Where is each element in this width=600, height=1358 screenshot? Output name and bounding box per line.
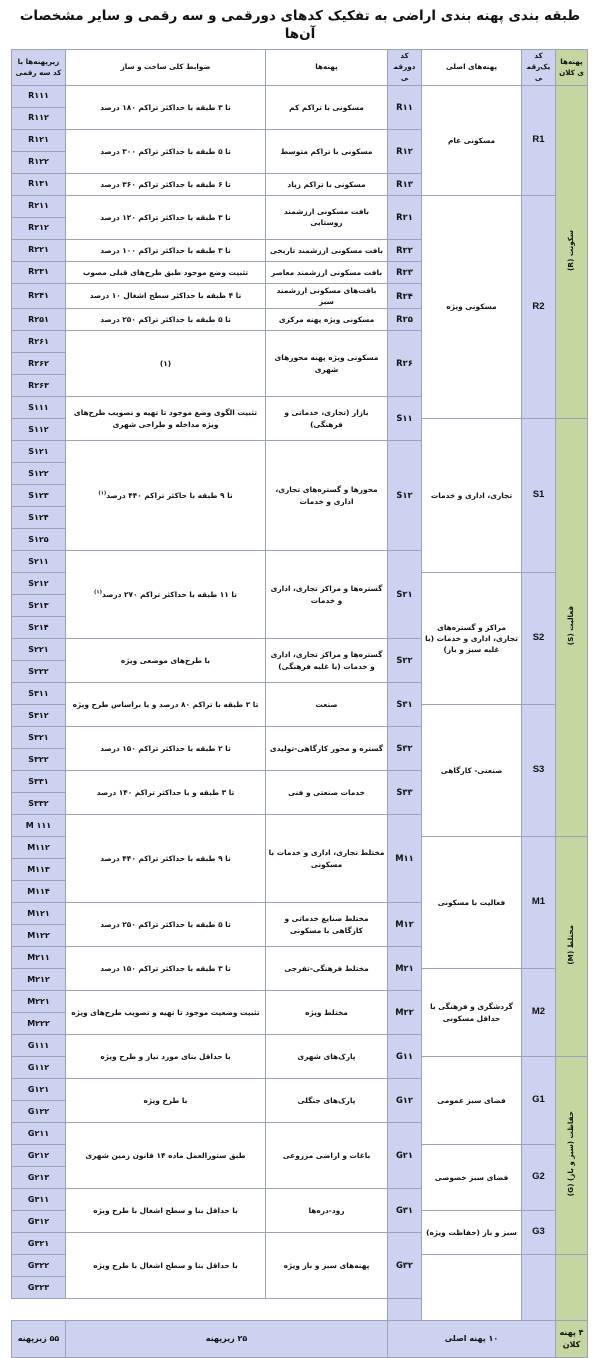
code1-cell: G1 (522, 1057, 556, 1145)
code2-cell: G۳۲ (388, 1233, 422, 1299)
column-header-main: پهنه‌های اصلی (422, 50, 522, 85)
rules-cell: تا ۹ طبقه با حاکثر تراکم ۴۴۰ درصد$^{(۱)}$ (66, 441, 266, 551)
main-zone-cell (422, 1255, 522, 1321)
rules-cell: تثبیت الگوی وضع موجود تا تهیه و تصویب طرح‌های ویژه مداخله و طراحی شهری (66, 397, 266, 441)
code2-cell: R۲۱ (388, 195, 422, 239)
rules-cell: تا ۵ طبقه با حداکثر تراکم ۳۰۰ درصد (66, 129, 266, 173)
subzone-code-cell: G۲۱۱ (12, 1123, 66, 1145)
code2-cell: R۲۴ (388, 283, 422, 308)
rules-cell: با حداقل بنای مورد نیاز و طرح ویژه (66, 1035, 266, 1079)
code2-cell: R۲۳ (388, 261, 422, 283)
zone-cell: بافت مسکونی ارزشمند تاریخی (266, 239, 388, 261)
subzone-code-cell: R۱۱۲ (12, 107, 66, 129)
rules-cell: طبق ستورالعمل ماده ۱۴ قانون زمین شهری (66, 1123, 266, 1189)
code1-cell (522, 1255, 556, 1321)
rules-cell: با طرح‌های موضعی ویژه (66, 639, 266, 683)
subzone-code-cell: S۱۲۳ (12, 485, 66, 507)
zone-cell: بافت مسکونی ارزشمند روستایی (266, 195, 388, 239)
subzone-code-cell: G۲۱۲ (12, 1145, 66, 1167)
code2-cell: S۱۱ (388, 397, 422, 441)
code2-cell: S۲۱ (388, 551, 422, 639)
subzone-code-cell: R۲۵۱ (12, 309, 66, 331)
zone-cell: رود-دره‌ها (266, 1189, 388, 1233)
code1-cell: R1 (522, 85, 556, 195)
zone-cell: بافت‌های مسکونی ارزشمند سبز (266, 283, 388, 308)
rules-cell: تا ۵ طبقه با حداکثر تراکم ۲۵۰ درصد (66, 903, 266, 947)
subzone-code-cell: G۱۲۲ (12, 1101, 66, 1123)
subzone-code-cell: G۲۱۳ (12, 1167, 66, 1189)
subzone-code-cell: R۱۲۱ (12, 129, 66, 151)
zone-cell: پهنه‌های سبز و باز ویژه (266, 1233, 388, 1299)
code2-cell: R۲۲ (388, 239, 422, 261)
table-header (12, 50, 588, 85)
page-title: طبقه بندی پهنه بندی اراضی به تفکیک کدهای دورقمی و سه رقمی و سایر مشخصات آن‌ها (19, 8, 581, 43)
code2-cell: G۲۱ (388, 1123, 422, 1189)
main-zone-cell: گردشگری و فرهنگی با حداقل مسکونی (422, 969, 522, 1057)
column-header-zone: پهنه‌ها (266, 50, 388, 85)
subzone-code-cell: M۱۱۳ (12, 859, 66, 881)
rules-cell: با حداقل بنا و سطح اشغال با طرح ویژه (66, 1233, 266, 1299)
code2-cell: R۲۶ (388, 331, 422, 397)
column-header-macro: پهنه‌های کلان (556, 50, 588, 85)
code2-cell: S۳۱ (388, 683, 422, 727)
zone-cell: باغات و اراضی مزروعی (266, 1123, 388, 1189)
code2-cell: M۲۲ (388, 991, 422, 1035)
code2-cell: R۱۱ (388, 85, 422, 129)
subzone-code-cell: S۳۲۲ (12, 749, 66, 771)
subzone-code-cell: M۲۲۲ (12, 1013, 66, 1035)
rules-cell: تا ۵ طبقه با حداکثر تراکم ۲۵۰ درصد (66, 309, 266, 331)
subzone-code-cell: S۲۱۳ (12, 595, 66, 617)
zone-cell: پارک‌های جنگلی (266, 1079, 388, 1123)
code2-cell: S۳۲ (388, 727, 422, 771)
subzone-code-cell: G۳۲۱ (12, 1233, 66, 1255)
subzone-code-cell: R۲۶۱ (12, 331, 66, 353)
zone-cell: گستره و محور کارگاهی-تولیدی (266, 727, 388, 771)
table-row (12, 85, 588, 107)
footer-zone-count: ۲۵ زیرپهنه (66, 1321, 388, 1358)
code2-cell: M۱۱ (388, 815, 422, 903)
subzone-code-cell: M۱۲۱ (12, 903, 66, 925)
rules-cell: تا ۳ طبقه با حداکثر تراکم ۱۸۰ درصد (66, 85, 266, 129)
subzone-code-cell: S۲۲۱ (12, 639, 66, 661)
subzone-code-cell: M۱۲۲ (12, 925, 66, 947)
subzone-code-cell: S۳۳۲ (12, 793, 66, 815)
rules-cell: (۱) (66, 331, 266, 397)
subzone-code-cell: S۲۱۱ (12, 551, 66, 573)
subzone-code-cell: R۲۴۱ (12, 283, 66, 308)
subzone-code-cell: G۱۱۱ (12, 1035, 66, 1057)
zone-cell: مسکونی ویژه پهنه مرکزی (266, 309, 388, 331)
code1-cell: R2 (522, 195, 556, 418)
subzone-code-cell (388, 1299, 422, 1321)
rules-cell: تا ۳ طبقه و با حداکثر تراکم ۱۴۰ درصد (66, 771, 266, 815)
zone-cell: مسکونی با تراکم زیاد (266, 173, 388, 195)
subzone-code-cell: S۱۱۲ (12, 419, 66, 441)
rules-cell: با طرح ویژه (66, 1079, 266, 1123)
subzone-code-cell: R۲۶۳ (12, 375, 66, 397)
rules-cell: تثبیت وضعیت موجود تا تهیه و تصویب طرح‌های ویژه (66, 991, 266, 1035)
rules-cell: تا ۲ طبقه با تراکم ۸۰ درصد و یا براساس طرح ویژه (66, 683, 266, 727)
subzone-code-cell: R۲۱۱ (12, 195, 66, 217)
rules-cell: تا ۴ طبقه با حداکثر سطح اشغال ۱۰ درصد (66, 283, 266, 308)
subzone-code-cell: G۳۱۲ (12, 1211, 66, 1233)
subzone-code-cell: G۳۱۱ (12, 1189, 66, 1211)
code2-cell: R۱۲ (388, 129, 422, 173)
rules-cell: تثبیت وضع موجود طبق طرح‌های قبلی مصوب (66, 261, 266, 283)
zone-cell: مختلط صنایع خدماتی و کارگاهی با مسکونی (266, 903, 388, 947)
code2-cell: R۲۵ (388, 309, 422, 331)
footer-row (12, 1321, 588, 1358)
main-zone-cell: سبز و باز (حفاظت ویژه) (422, 1211, 522, 1255)
zone-cell: مسکونی با تراکم کم (266, 85, 388, 129)
macro-zone-cell (556, 1255, 588, 1321)
subzone-code-cell: M۲۲۱ (12, 991, 66, 1013)
zone-cell: مختلط ویژه (266, 991, 388, 1035)
subzone-code-cell: M۱۱۲ (12, 837, 66, 859)
rules-cell: تا ۳ طبقه با حداکثر تراکم ۱۰۰ درصد (66, 239, 266, 261)
code2-cell: S۳۳ (388, 771, 422, 815)
subzone-code-cell: M ۱۱۱ (12, 815, 66, 837)
rules-cell: با حداقل بنا و سطح اشغال با طرح ویژه (66, 1189, 266, 1233)
zone-cell: بافت مسکونی ارزشمند معاصر (266, 261, 388, 283)
rules-cell: تا ۹ طبقه با حداکثر تراکم ۴۴۰ درصد (66, 815, 266, 903)
table-footer (12, 1321, 588, 1358)
macro-zone-cell (556, 837, 588, 1057)
subzone-code-cell: S۳۱۲ (12, 705, 66, 727)
table-row (12, 195, 588, 217)
subzone-code-cell: S۳۲۱ (12, 727, 66, 749)
subzone-code-cell: S۱۲۵ (12, 529, 66, 551)
main-zone-cell: فعالیت با مسکونی (422, 837, 522, 969)
subzone-code-cell: S۲۱۴ (12, 617, 66, 639)
rules-cell: تا ۲ طبقه با حداکثر تراکم ۱۵۰ درصد (66, 727, 266, 771)
zone-cell: گستره‌ها و مراکز تجاری، اداری و خدمات (266, 551, 388, 639)
code1-cell: G3 (522, 1211, 556, 1255)
zone-cell: مختلط فرهنگی-تفرجی (266, 947, 388, 991)
subzone-code-cell: S۱۲۱ (12, 441, 66, 463)
zone-cell: مختلط تجاری، اداری و خدمات با مسکونی (266, 815, 388, 903)
subzone-code-cell: S۳۱۱ (12, 683, 66, 705)
rules-cell: تا ۳ طبقه با حداکثر تراکم ۱۵۰ درصد (66, 947, 266, 991)
code2-cell: M۲۱ (388, 947, 422, 991)
code1-cell: S2 (522, 573, 556, 705)
macro-zone-label: حفاظت (سبز و باز) (G) (566, 1111, 576, 1197)
column-header-code2: کد دورقمی (388, 50, 422, 85)
subzone-code-cell: R۱۱۱ (12, 85, 66, 107)
rules-footnote-marker: (۱) (98, 490, 107, 497)
macro-zone-cell (556, 419, 588, 837)
zone-cell: مسکونی ویژه پهنه محورهای شهری (266, 331, 388, 397)
main-zone-cell: مسکونی عام (422, 85, 522, 195)
footer-macro-count: ۴ پهنه کلان (556, 1321, 588, 1358)
footer-sub-count: ۵۵ زیرپهنه (12, 1321, 66, 1358)
subzone-code-cell: S۳۳۱ (12, 771, 66, 793)
column-header-rules: ضوابط کلی ساخت و ساز (66, 50, 266, 85)
subzone-code-cell: S۲۲۲ (12, 661, 66, 683)
main-zone-cell: فضای سبز خصوصی (422, 1145, 522, 1211)
code1-cell: M1 (522, 837, 556, 969)
subzone-code-cell: M۲۱۱ (12, 947, 66, 969)
column-header-sub: زیرپهنه‌ها با کد سه رقمی (12, 50, 66, 85)
column-header-code1: کد یک‌رقمی (522, 50, 556, 85)
macro-zone-label: فعالیت (S) (566, 606, 576, 646)
macro-zone-label: سکونت (R) (566, 229, 576, 271)
main-zone-cell: صنعتی- کارگاهی (422, 705, 522, 837)
footer-main-count: ۱۰ پهنه اصلی (388, 1321, 556, 1358)
subzone-code-cell: R۱۲۲ (12, 151, 66, 173)
main-zone-cell: مراکز و گستره‌های تجاری، اداری و خدمات (با غلبه سبز و باز) (422, 573, 522, 705)
code2-cell: S۲۲ (388, 639, 422, 683)
code2-cell: M۱۲ (388, 903, 422, 947)
zone-cell: بازار (تجاری، خدماتی و فرهنگی) (266, 397, 388, 441)
code1-cell: M2 (522, 969, 556, 1057)
rules-footnote-marker: (۱) (94, 589, 102, 596)
subzone-code-cell: G۱۲۱ (12, 1079, 66, 1101)
subzone-code-cell: R۲۳۱ (12, 261, 66, 283)
zone-cell: گستره‌ها و مراکز تجاری، اداری و خدمات (با غلبه فرهنگی) (266, 639, 388, 683)
main-zone-cell: مسکونی ویژه (422, 195, 522, 418)
rules-cell: تا ۱۱ طبقه با حداکثر تراکم ۲۷۰ درصد$^{(۱)}$ (66, 551, 266, 639)
subzone-code-cell: G۳۲۲ (12, 1255, 66, 1277)
header-row (12, 50, 588, 85)
code2-cell: G۳۱ (388, 1189, 422, 1233)
code1-cell: S3 (522, 705, 556, 837)
subzone-code-cell: S۱۲۲ (12, 463, 66, 485)
zone-cell: صنعت (266, 683, 388, 727)
zone-cell: خدمات صنعتی و فنی (266, 771, 388, 815)
subzone-code-cell: R۱۳۱ (12, 173, 66, 195)
subzone-code-cell: M۲۱۲ (12, 969, 66, 991)
macro-zone-label: مختلط (M) (566, 924, 576, 965)
code2-cell: G۱۲ (388, 1079, 422, 1123)
macro-zone-cell (556, 1057, 588, 1255)
code1-cell: G2 (522, 1145, 556, 1211)
table-body (12, 85, 588, 1320)
subzone-code-cell: S۲۱۲ (12, 573, 66, 595)
code2-cell: R۱۳ (388, 173, 422, 195)
code2-cell: S۱۲ (388, 441, 422, 551)
subzone-code-cell: R۲۱۲ (12, 217, 66, 239)
zoning-table (11, 49, 588, 1358)
subzone-code-cell: S۱۱۱ (12, 397, 66, 419)
subzone-code-cell: S۱۲۴ (12, 507, 66, 529)
subzone-code-cell: G۱۱۲ (12, 1057, 66, 1079)
zone-cell: محورها و گستره‌های تجاری، اداری و خدمات (266, 441, 388, 551)
zone-cell: مسکونی با تراکم متوسط (266, 129, 388, 173)
subzone-code-cell: R۲۶۲ (12, 353, 66, 375)
zone-cell: پارک‌های شهری (266, 1035, 388, 1079)
code1-cell: S1 (522, 419, 556, 573)
subzone-code-cell: G۳۲۳ (12, 1277, 66, 1299)
macro-zone-cell (556, 85, 588, 418)
rules-cell: تا ۳ طبقه با حداکثر تراکم ۱۲۰ درصد (66, 195, 266, 239)
subzone-code-cell: R۲۲۱ (12, 239, 66, 261)
code2-cell: G۱۱ (388, 1035, 422, 1079)
subzone-code-cell: M۱۱۴ (12, 881, 66, 903)
rules-cell: تا ۶ طبقه با حداکثر تراکم ۳۶۰ درصد (66, 173, 266, 195)
main-zone-cell: تجاری، اداری و خدمات (422, 419, 522, 573)
main-zone-cell: فضای سبز عمومی (422, 1057, 522, 1145)
